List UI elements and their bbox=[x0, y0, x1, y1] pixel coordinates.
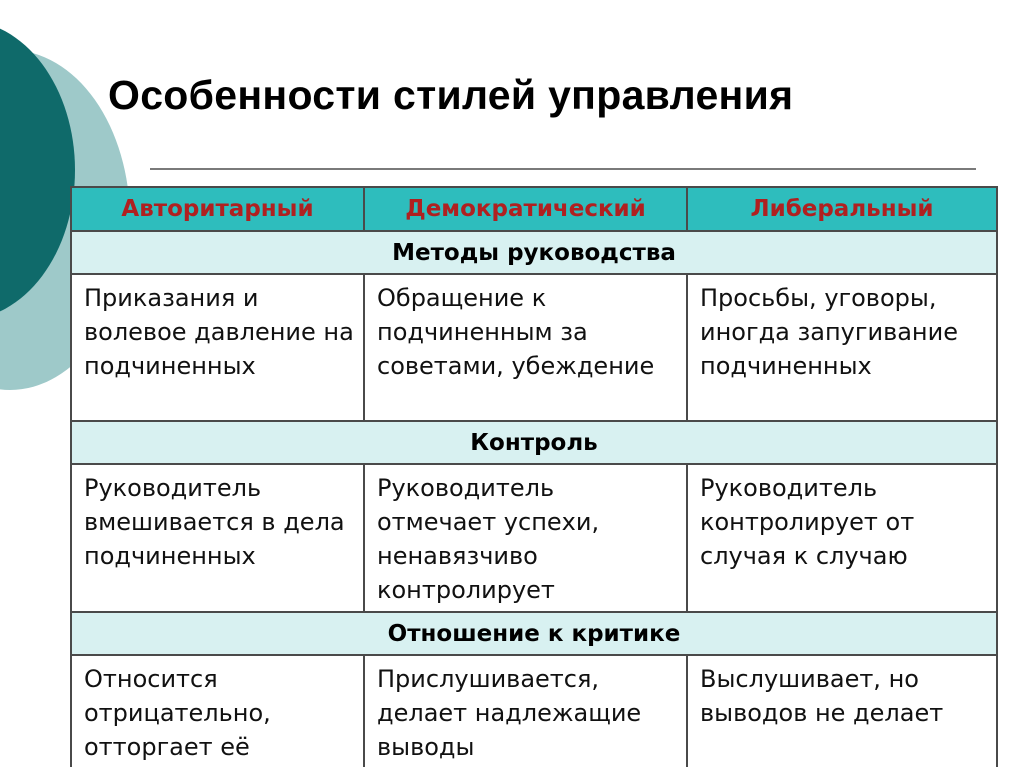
cell-control-liberal: Руководитель контролирует от случая к случаю bbox=[687, 464, 997, 612]
column-header-authoritarian: Авторитарный bbox=[71, 187, 364, 231]
section-row-methods bbox=[71, 231, 997, 274]
cell-methods-democratic: Обращение к подчиненным за советами, убеждение bbox=[364, 274, 687, 421]
cell-control-democratic: Руководитель отмечает успехи, ненавязчиво контролирует bbox=[364, 464, 687, 612]
cell-criticism-liberal: Выслушивает, но выводов не делает bbox=[687, 655, 997, 767]
cell-control-authoritarian: Руководитель вмешивается в дела подчиненных bbox=[71, 464, 364, 612]
cell-criticism-authoritarian: Относится отрицательно, отторгает её bbox=[71, 655, 364, 767]
management-styles-table bbox=[70, 186, 998, 767]
cell-criticism-democratic: Прислушивается, делает надлежащие выводы bbox=[364, 655, 687, 767]
section-title-control: Контроль bbox=[71, 421, 997, 464]
table-row bbox=[71, 655, 997, 767]
cell-methods-authoritarian: Приказания и волевое давление на подчиненных bbox=[71, 274, 364, 421]
cell-methods-liberal: Просьбы, уговоры, иногда запугивание подчиненных bbox=[687, 274, 997, 421]
header-row bbox=[71, 187, 997, 231]
column-header-liberal: Либеральный bbox=[687, 187, 997, 231]
section-row-control bbox=[71, 421, 997, 464]
section-title-methods: Методы руководства bbox=[71, 231, 997, 274]
table-row bbox=[71, 464, 997, 612]
section-row-criticism bbox=[71, 612, 997, 655]
slide-title: Особенности стилей управления bbox=[108, 72, 794, 118]
title-divider bbox=[150, 168, 976, 170]
column-header-democratic: Демократический bbox=[364, 187, 687, 231]
section-title-criticism: Отношение к критике bbox=[71, 612, 997, 655]
table-row bbox=[71, 274, 997, 421]
